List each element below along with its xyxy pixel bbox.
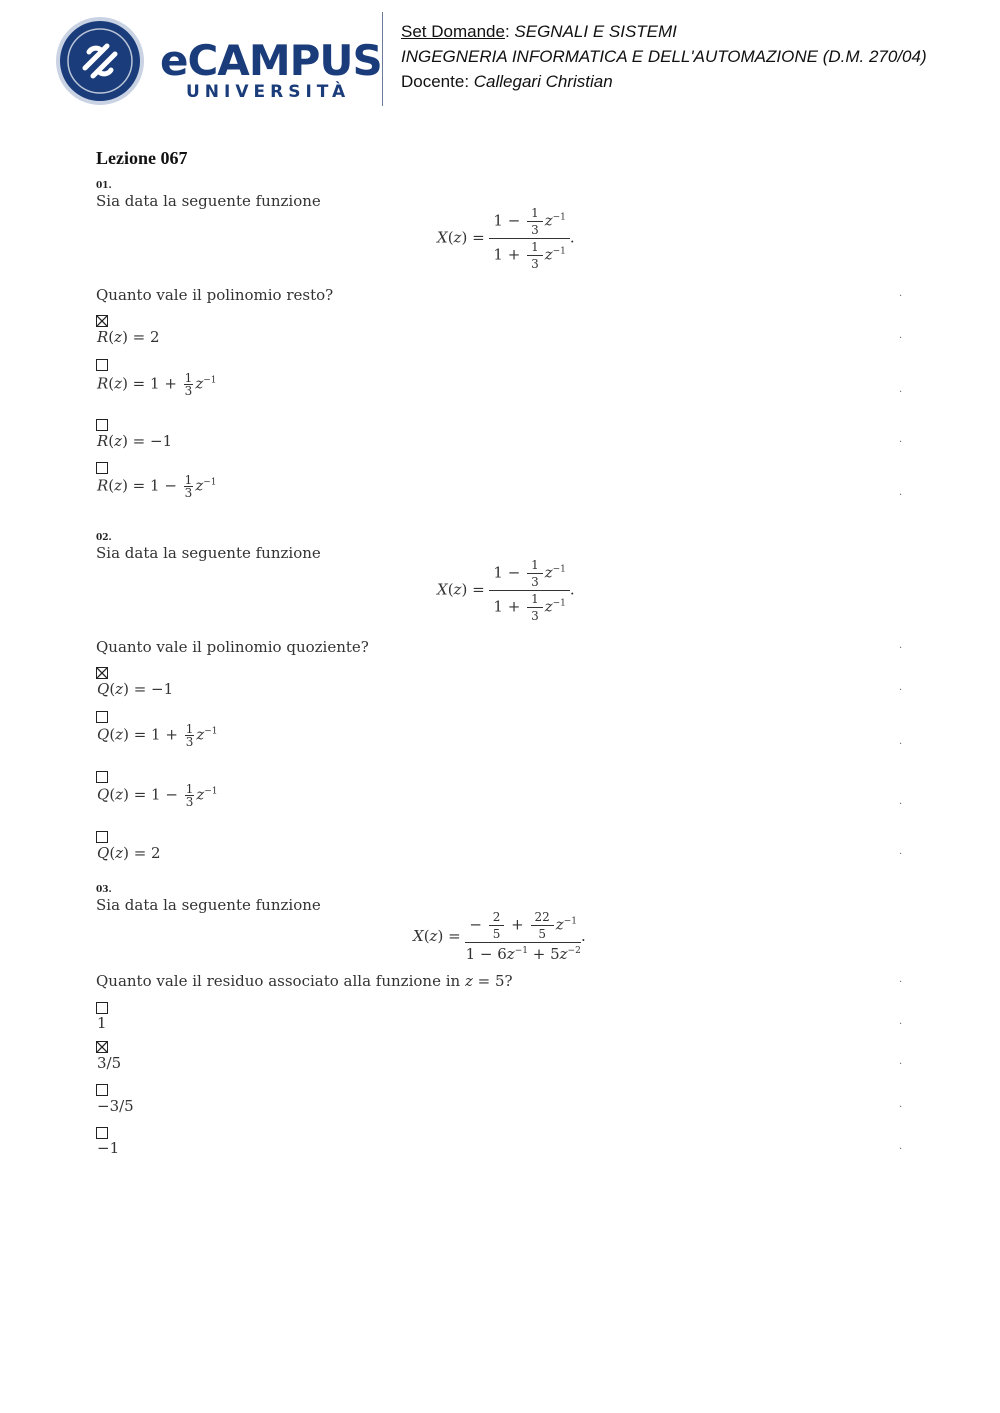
question-text: Quanto vale il residuo associato alla funzione in z = 5? xyxy=(96,972,513,990)
brand-name: eCAMPUS xyxy=(160,36,382,85)
header-degree-line xyxy=(401,47,927,67)
answer-option: R(z) = −1 xyxy=(97,432,173,450)
question-number: 03. xyxy=(96,885,112,895)
answer-option: −1 xyxy=(97,1139,120,1157)
dot-mark: . xyxy=(899,846,903,857)
answer-checkbox[interactable] xyxy=(96,1041,108,1053)
dot-mark: . xyxy=(899,384,903,395)
question-intro: Sia data la seguente funzione xyxy=(96,544,321,562)
answer-option: Q(z) = 1 + $\frac{1}{3}$ $z^{-1}$ xyxy=(97,722,218,749)
ecampus-logo-icon xyxy=(55,16,145,106)
header-set-line xyxy=(401,22,677,42)
dot-mark: . xyxy=(899,974,903,985)
answer-checkbox[interactable] xyxy=(96,1127,108,1139)
answer-checkbox[interactable] xyxy=(96,771,108,783)
function-formula: X(z) = − $\frac{2}{5}$ + $\frac{22}{5}$ $z^{-1}$ $1 - 6z^{-1} + 5z^{-2}$ . xyxy=(413,910,586,963)
question-intro: Sia data la seguente funzione xyxy=(96,192,321,210)
answer-option: −3/5 xyxy=(97,1097,134,1115)
dot-mark: . xyxy=(899,1056,903,1067)
answer-checkbox[interactable] xyxy=(96,831,108,843)
question-intro: Sia data la seguente funzione xyxy=(96,896,321,914)
set-label: Set Domande xyxy=(401,22,505,41)
degree: INGEGNERIA INFORMATICA E DELL'AUTOMAZIONE (D.M. 270/04) xyxy=(401,47,927,66)
answer-option: R(z) = 1 − $\frac{1}{3}$ $z^{-1}$ xyxy=(97,473,217,500)
answer-checkbox[interactable] xyxy=(96,1084,108,1096)
answer-checkbox[interactable] xyxy=(96,667,108,679)
dot-mark: . xyxy=(899,1099,903,1110)
answer-option: Q(z) = −1 xyxy=(97,680,174,698)
question-number: 01. xyxy=(96,181,112,191)
answer-checkbox[interactable] xyxy=(96,315,108,327)
dot-mark: . xyxy=(899,1141,903,1152)
set-separator: : xyxy=(504,22,515,41)
dot-mark: . xyxy=(899,796,903,807)
question-number: 02. xyxy=(96,533,112,543)
answer-option: R(z) = 2 xyxy=(97,328,160,346)
dot-mark: . xyxy=(899,640,903,651)
header-teacher-line xyxy=(401,72,613,92)
question-text: Quanto vale il polinomio quoziente? xyxy=(96,638,369,656)
dot-mark: . xyxy=(899,736,903,747)
header-divider xyxy=(382,12,383,106)
brand-subtitle: UNIVERSITÀ xyxy=(186,82,351,102)
teacher-name: Callegari Christian xyxy=(473,72,613,91)
answer-checkbox[interactable] xyxy=(96,462,108,474)
lesson-title: Lezione 067 xyxy=(96,148,188,168)
answer-checkbox[interactable] xyxy=(96,419,108,431)
dot-mark: . xyxy=(899,434,903,445)
dot-mark: . xyxy=(899,330,903,341)
answer-checkbox[interactable] xyxy=(96,711,108,723)
dot-mark: . xyxy=(899,1016,903,1027)
answer-option: 3/5 xyxy=(97,1054,122,1072)
teacher-label: Docente: xyxy=(401,72,474,91)
function-formula: X(z) = 1 − $\frac{1}{3}$ $z^{-1}$ 1 + $\frac{1}{3}$ $z^{-1}$ . xyxy=(437,206,575,271)
subject: SEGNALI E SISTEMI xyxy=(514,22,677,41)
answer-option: 1 xyxy=(97,1014,107,1032)
answer-option: Q(z) = 1 − $\frac{1}{3}$ $z^{-1}$ xyxy=(97,782,218,809)
question-text: Quanto vale il polinomio resto? xyxy=(96,286,334,304)
function-formula: X(z) = 1 − $\frac{1}{3}$ $z^{-1}$ 1 + $\frac{1}{3}$ $z^{-1}$ . xyxy=(437,558,575,623)
dot-mark: . xyxy=(899,288,903,299)
answer-checkbox[interactable] xyxy=(96,359,108,371)
answer-checkbox[interactable] xyxy=(96,1002,108,1014)
answer-option: Q(z) = 2 xyxy=(97,844,161,862)
dot-mark: . xyxy=(899,487,903,498)
dot-mark: . xyxy=(899,682,903,693)
answer-option: R(z) = 1 + $\frac{1}{3}$ $z^{-1}$ xyxy=(97,371,217,398)
